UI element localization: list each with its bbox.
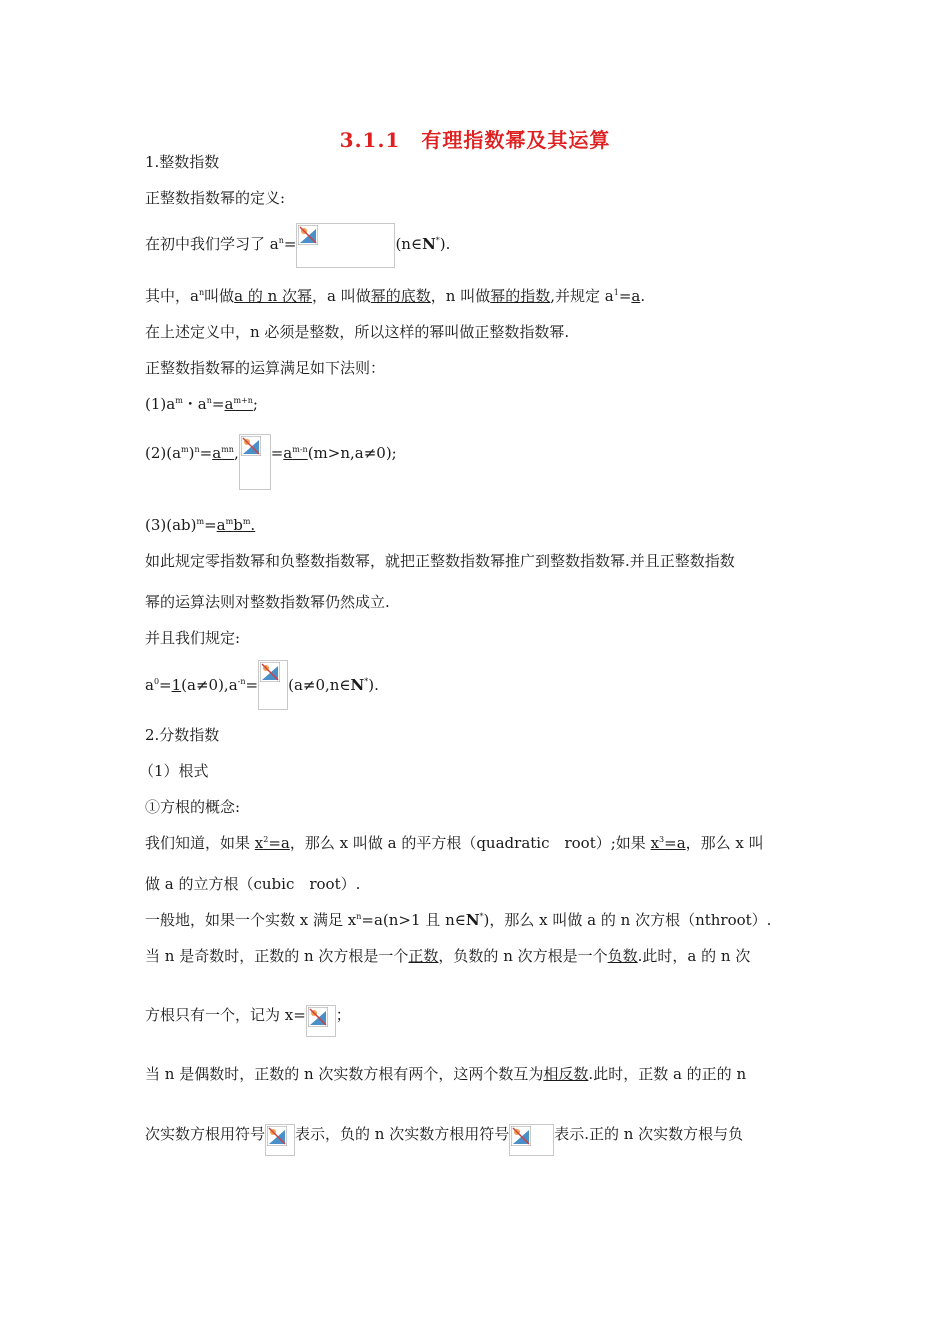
fraction-image-icon <box>258 660 288 710</box>
paragraph: 正整数指数幂的运算满足如下法则： <box>145 359 386 377</box>
text: 方根只有一个，记为 x= <box>145 1006 306 1024</box>
paragraph: 在上述定义中，n 必须是整数，所以这样的幂叫做正整数指数幂. <box>145 323 570 341</box>
text: 表示.正的 n 次实数方根与负 <box>554 1125 744 1143</box>
paragraph <box>145 1124 743 1156</box>
text: (n∈N*). <box>395 235 451 253</box>
definition-line <box>145 223 450 268</box>
zero-negative-exponent-rule <box>145 660 379 710</box>
paragraph <box>145 1005 351 1037</box>
paragraph: 幂的运算法则对整数指数幂仍然成立. <box>145 593 390 611</box>
formula-image-icon <box>296 223 395 268</box>
text: $(2)(a^m)^n=a^{mn}$, <box>145 444 239 462</box>
text: (a≠0,n∈N*). <box>288 676 379 694</box>
negative-root-symbol-image-icon <box>509 1124 554 1156</box>
paragraph: 我们知道，如果 $x^2=a$，那么 x 叫做 a 的平方根（quadratic root）;如果 $x^3=a$，那么 x 叫 <box>145 834 764 852</box>
text: $a^0=1(a\ne 0),a^{-n}=$ <box>145 676 259 694</box>
paragraph: 当 n 是偶数时，正数的 n 次实数方根有两个，这两个数互为相反数.此时，正数 a 的正的 n <box>145 1065 747 1083</box>
page-title: 3.1.1 有理指数幂及其运算 <box>339 128 611 152</box>
text: 在初中我们学习了 $a^n=$ <box>145 235 297 253</box>
definition-explanation: 其中，$a^n$叫做a 的 n 次幂，a 叫做幂的底数，n 叫做幂的指数,并规定 $a^1=a$. <box>145 287 646 305</box>
fraction-image-icon <box>239 434 271 490</box>
section-2-heading: 2.分数指数 <box>145 726 220 744</box>
definition-heading: 正整数指数幂的定义: <box>145 189 286 207</box>
paragraph: 并且我们规定: <box>145 629 241 647</box>
root-symbol-image-icon <box>306 1005 336 1037</box>
section-1-heading: 1.整数指数 <box>145 153 220 171</box>
subsection-heading: ①方根的概念: <box>145 798 241 816</box>
paragraph: 做 a 的立方根（cubic root）. <box>145 875 361 893</box>
text: $=a^{m-n}(m>n,a\ne 0)$; <box>270 444 397 462</box>
rule-3: $(3)(ab)^m=a^mb^m$. <box>145 516 256 534</box>
subsection-heading: （1）根式 <box>139 762 209 780</box>
paragraph: 如此规定零指数幂和负整数指数幂，就把正整数指数幂推广到整数指数幂.并且正整数指数 <box>145 552 735 570</box>
paragraph: 当 n 是奇数时，正数的 n 次方根是一个正数，负数的 n 次方根是一个负数.此时，a 的 n 次 <box>145 947 751 965</box>
root-symbol-image-icon <box>265 1124 295 1156</box>
rule-2 <box>145 434 397 490</box>
text: 次实数方根用符号 <box>145 1125 266 1143</box>
paragraph: 一般地，如果一个实数 x 满足 $x^n=a(n>1$ 且 n∈N*)，那么 x 叫做 a 的 n 次方根（nthroot）. <box>145 911 772 929</box>
rule-1: $(1)a^m$・$a^n=a^{m+n}$; <box>145 395 258 413</box>
text: ； <box>335 1006 351 1024</box>
text: 表示，负的 n 次实数方根用符号 <box>295 1125 510 1143</box>
